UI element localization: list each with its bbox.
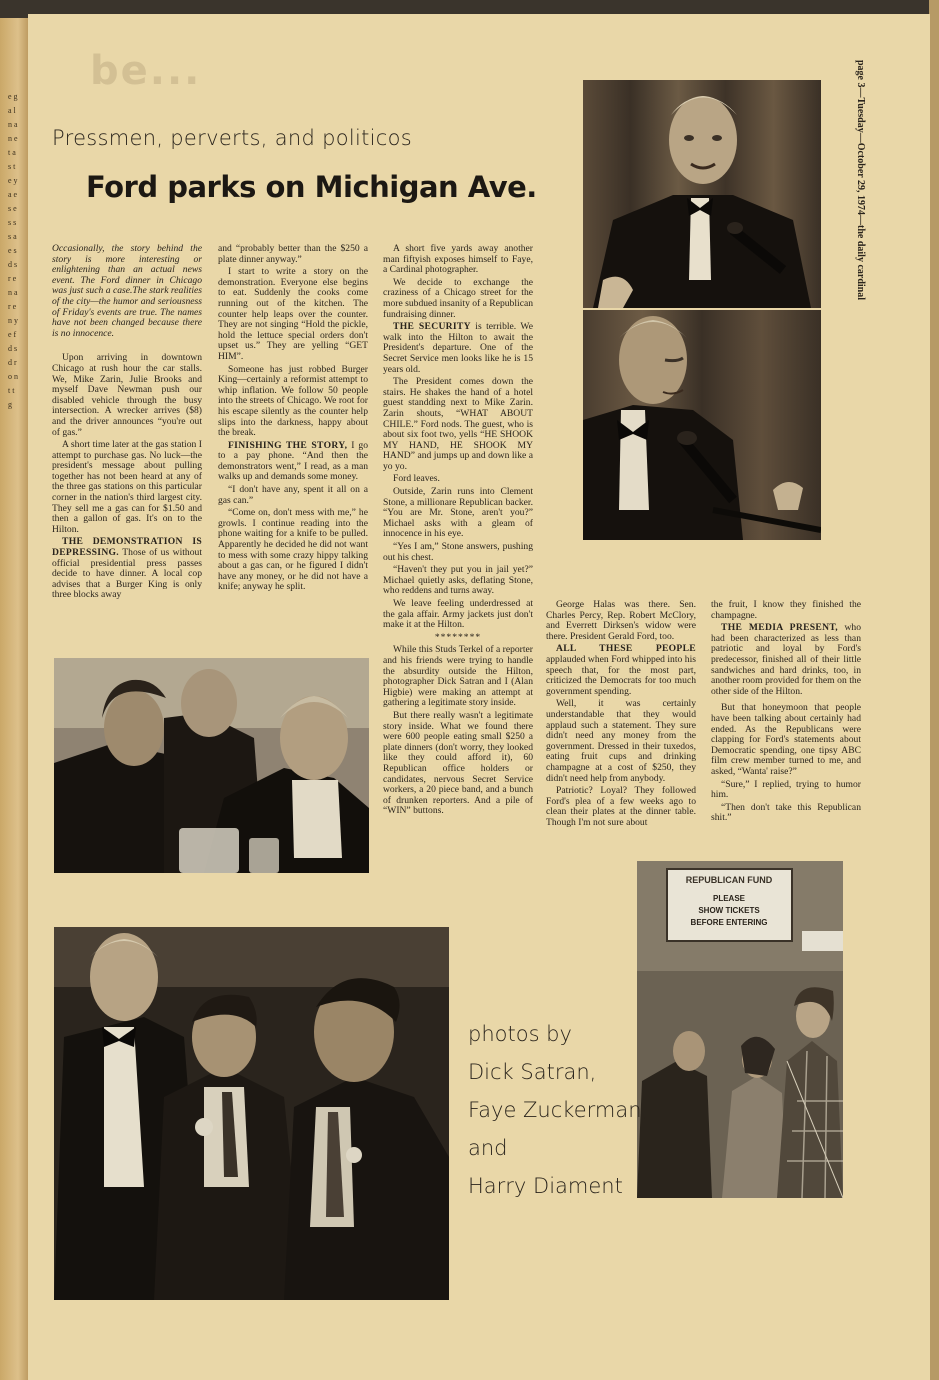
paragraph: George Halas was there. Sen. Charles Percy, Rep. Robert McClory, and Everrett Dirksen's widow were there. President Gerald Ford, too.: [546, 599, 696, 642]
paragraph: Patriotic? Loyal? They followed Ford's plea of a few weeks ago to clean their plates at the dinner table. Though I'm not sure about: [546, 785, 696, 828]
paragraph: The President comes down the stairs. He shakes the hand of a hotel guest standding next to Mike Zarin. Zarin shouts, “WHAT ABOUT CHILE.” Ford nods. The guest, who is about six foot two, yells “HE SHOOK MY HAND, HE SHOOK MY HAND” and jumps up and down like a yo yo.: [383, 376, 533, 472]
folio-text: page 3—Tuesday—October 29, 1974—the daily cardinal: [855, 60, 866, 301]
paragraph: [711, 623, 861, 697]
subhead: THE DEMONSTRATION IS DEPRESSING.: [52, 536, 202, 559]
paragraph-text: Those of us without official presidential press passes decide to have dinner. A local cop advises that a Burger King is only three blocks away: [52, 547, 202, 601]
photo-ticket-entrance: [637, 861, 843, 1198]
paragraph: [218, 441, 368, 483]
paragraph: “I don't have any, spent it all on a gas can.”: [218, 484, 368, 506]
credit-line: photos by: [468, 1022, 572, 1046]
paragraph: A short five yards away another man fiftyish exposes himself to Faye, a Cardinal photographer.: [383, 243, 533, 276]
photo-ford-with-men-image: [54, 927, 449, 1300]
paragraph: We leave feeling underdressed at the gala affair. Army jackets just don't make it at the Hilton.: [383, 598, 533, 631]
photo-ticket-entrance-image: [637, 861, 843, 1198]
paragraph: While this Studs Terkel of a reporter and his friends were trying to handle the absurdity outside the Hilton, photographer Dick Satran and I (Alan Higbie) were making an attempt at gathering a legitimate story inside.: [383, 644, 533, 709]
photo-ford-speaking-top-image: [583, 80, 821, 308]
photo-ford-speaking-top: [583, 80, 821, 308]
paragraph: the fruit, I know they finished the champagne.: [711, 599, 861, 621]
paragraph: A short time later at the gas station I attempt to purchase gas. No luck—the president's message about pulling together has not been heard at any of the three gas stations on this particular corner in the nation's third largest city. They sell me a gas can for $1.50 and then a gallon of gas. It's on to the Hilton.: [52, 439, 202, 535]
page-folio: [848, 60, 868, 360]
article-column-1: [52, 244, 202, 603]
sign-text-line4: BEFORE ENTERING: [690, 918, 768, 927]
subhead: THE SECURITY: [393, 321, 471, 333]
article-column-4: [546, 600, 696, 830]
subhead: ALL THESE PEOPLE: [556, 643, 696, 655]
paragraph: We decide to exchange the craziness of a Chicago street for the more subdued insanity of a Republican fundraising dinner.: [383, 276, 534, 320]
article-column-3: [383, 244, 533, 819]
paragraph: Someone has just robbed Burger King—certainly a reformist attempt to whip inflation. We follow 50 people into the streets of Chicago. We root for his escape silently as the counter help slips into the darkness, happy about the break.: [218, 363, 368, 439]
sign-text-line2: PLEASE: [712, 894, 746, 903]
paragraph: and “probably better than the $250 a plate dinner anyway.”: [218, 243, 368, 265]
kicker-headline: Pressmen, perverts, and politicos: [52, 126, 413, 150]
paragraph-text: is terrible. We walk into the Hilton to await the President's departure. One of the Secret Service men looks like he is 15 years old.: [383, 321, 533, 375]
sign-text-line1: REPUBLICAN FUND: [685, 875, 773, 885]
credit-line: Dick Satran,: [468, 1060, 597, 1084]
right-edge: [929, 0, 939, 1380]
paragraph: “Sure,” I replied, trying to humor him.: [711, 778, 861, 801]
paragraph: [546, 644, 696, 697]
photo-ford-speaking-bottom-image: [583, 310, 821, 540]
article-column-5: [711, 600, 861, 826]
gutter-text: e g a l n a n e t a s t e y a e s e s s s a e s d s r e n a r e n y e f d s d r o n t t g: [8, 92, 18, 409]
paragraph: I start to write a story on the demonstration. Everyone else begins to eat. Suddenly the cooks come running out of the kitchen. The counter help leaps over the counter. They are not singing “Hold the pickle, hold the lettuce special orders don't upset us.” They are yelling “GET HIM”.: [218, 266, 368, 362]
intro-paragraph: Occasionally, the story behind the story is more interesting or enlightening than an actual news event. The Ford dinner in Chicago was just such a case.The stark realities of the city—the humor and seriousness of Friday's events are true. The names have not been changed because there is no innocence.: [52, 243, 202, 339]
paragraph-text: applauded when Ford whipped into his speech that, for the most part, criticized the Democrats for too much government spending.: [546, 653, 696, 697]
paragraph: [52, 537, 202, 601]
paragraph: [383, 322, 533, 375]
main-headline: Ford parks on Michigan Ave.: [86, 170, 537, 204]
paragraph-text: I go to a pay phone. “And then the demonstrators went,” I read, as a man walks up and demands some money.: [218, 439, 368, 483]
article-column-2: [218, 244, 368, 595]
photo-credit: [468, 1015, 648, 1205]
paragraph-text: who had been characterized as less than patriotic and loyal by Ford's predecessor, finished all of their little sandwiches and hard drinks, too, in another room provided for them on the other side of the Hilton.: [711, 622, 861, 697]
credit-line: Faye Zuckerman,: [468, 1098, 649, 1122]
paragraph: “Then don't take this Republican shit.”: [711, 801, 861, 824]
paragraph: Well, it was certainly understandable that they would applaud such a statement. They sure didn't need any money from the government. Dressed in their tuxedos, eating fruit cups and drinking champagne at a cost of $250, they didn't need help from anybody.: [546, 698, 696, 784]
subhead: THE MEDIA PRESENT,: [721, 622, 839, 634]
paragraph: Upon arriving in downtown Chicago at rush hour the car stalls. We, Mike Zarin, Julie Brooks and myself Dave Newman push our disabled vehicle through the busy intersection. A wrecker arrives ($8) and the driver announces “you're out of gas.”: [52, 352, 202, 438]
show-through-text: be...: [90, 48, 202, 94]
credit-line: and: [468, 1136, 508, 1160]
binding-gutter: [0, 0, 30, 1380]
photo-men-at-table-image: [54, 658, 369, 873]
sign-text-line3: SHOW TICKETS: [698, 906, 760, 915]
photo-men-at-table: [54, 658, 369, 873]
subhead: FINISHING THE STORY,: [228, 439, 348, 451]
paragraph: “Yes I am,” Stone answers, pushing out his chest.: [383, 541, 533, 563]
section-separator: ********: [434, 631, 482, 643]
credit-line: Harry Diament: [468, 1174, 623, 1198]
paragraph: “Come on, don't mess with me,” he growls. I continue reading into the phone waiting for a knife to be pulled. Apparently he decided he did not want to mess with some crazy hippy talking about a gas can, or he figured I didn't have any money, or he did not have a knife; anyway he split.: [218, 507, 368, 593]
paragraph: But that honeymoon that people have been talking about certainly had ended. As the Republicans were clapping for Ford's statements about Democratic spending, one tipsy ABC film crew member turned to me, and asked, “Wanta' raise?”: [711, 702, 861, 777]
paragraph: “Haven't they put you in jail yet?” Michael quietly asks, deflating Stone, who reddens and turns away.: [383, 564, 533, 597]
paragraph: Outside, Zarin runs into Clement Stone, a millionare Republican backer. “You are Mr. Stone, aren't you?” Michael asks with a gleam of innocence in his eye.: [383, 486, 533, 540]
photo-ford-speaking-bottom: [583, 310, 821, 540]
paragraph: Ford leaves.: [393, 473, 440, 485]
paragraph: But there really wasn't a legitimate story inside. What we found there were 600 people eating small $250 a plate dinners (don't worry, they looked like they could afford it), 60 Republican office holders or candidates, nervous Secret Service workers, a 20 piece band, and a bunch of drunken reporters. And a pile of “WIN” buttons.: [383, 709, 533, 817]
photo-ford-with-men: [54, 927, 449, 1300]
